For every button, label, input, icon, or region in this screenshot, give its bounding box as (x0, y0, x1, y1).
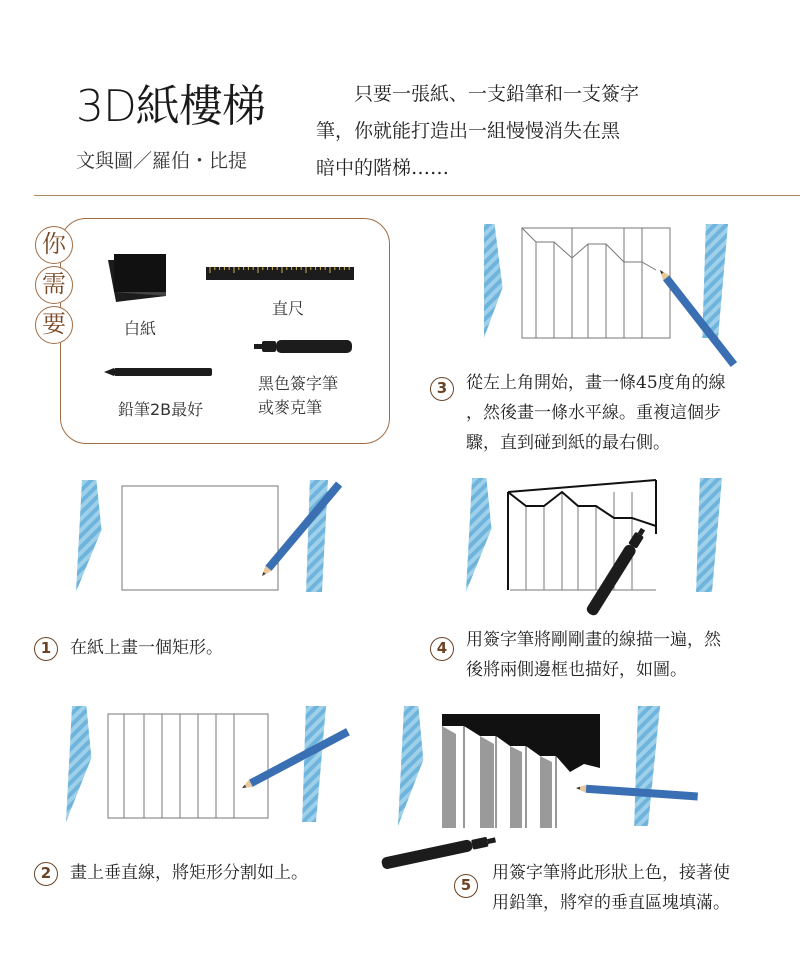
step-5-text (492, 858, 792, 918)
step-2-text (70, 858, 400, 888)
ruler-icon (206, 264, 356, 284)
step-line: 用簽字筆將此形狀上色，接著使 (492, 863, 730, 883)
intro-paragraph (316, 76, 696, 187)
step-4-illustration (460, 474, 740, 619)
step-line: 用鉛筆，將窄的垂直區塊填滿。 (492, 893, 730, 913)
marker-label (258, 372, 338, 420)
step-3-text (466, 368, 786, 458)
step-5-number: 5 (454, 874, 478, 898)
step-line: 後將兩側邊框也描好，如圖。 (466, 660, 687, 680)
step-line: ，然後畫一條水平線。重複這個步 (466, 403, 721, 423)
byline: 文與圖／羅伯・比提 (76, 150, 248, 172)
step-line: 在紙上畫一個矩形。 (70, 638, 223, 658)
step-4-number: 4 (430, 637, 454, 661)
step-line: 驟，直到碰到紙的最右側。 (466, 433, 670, 453)
step-5-illustration (380, 702, 710, 872)
step-3-illustration (470, 218, 740, 368)
ruler-label: 直尺 (272, 299, 305, 318)
step-line: 用簽字筆將剛剛畫的線描一遍，然 (466, 630, 721, 650)
step-2-number: 2 (34, 862, 58, 886)
page-title: 3D紙樓梯 (76, 81, 265, 132)
header-divider (34, 195, 800, 196)
intro-line: 暗中的階梯…… (316, 157, 450, 179)
you-need-char: 你 (35, 226, 73, 264)
step-4-text (466, 625, 786, 685)
you-need-char: 要 (35, 306, 73, 344)
marker-label-line: 黑色簽字筆 (258, 374, 339, 393)
paper-label: 白紙 (124, 319, 157, 338)
step-1-number: 1 (34, 637, 58, 661)
pencil-label: 鉛筆2B最好 (118, 400, 204, 419)
step-1-illustration (70, 476, 360, 606)
pencil-icon (104, 366, 214, 378)
step-line: 從左上角開始，畫一條45度角的線 (466, 373, 726, 393)
step-line: 畫上垂直線，將矩形分割如上。 (70, 863, 308, 883)
marker-icon (254, 338, 354, 356)
intro-line: 只要一張紙、一支鉛筆和一支簽字 (354, 83, 640, 105)
step-3-number: 3 (430, 377, 454, 401)
intro-line: 筆，你就能打造出一組慢慢消失在黑 (316, 120, 621, 142)
step-2-illustration (58, 702, 368, 837)
paper-sheets-icon (104, 252, 174, 310)
marker-label-line: 或麥克筆 (258, 398, 323, 417)
you-need-char: 需 (35, 266, 73, 304)
step-1-text (70, 633, 400, 663)
